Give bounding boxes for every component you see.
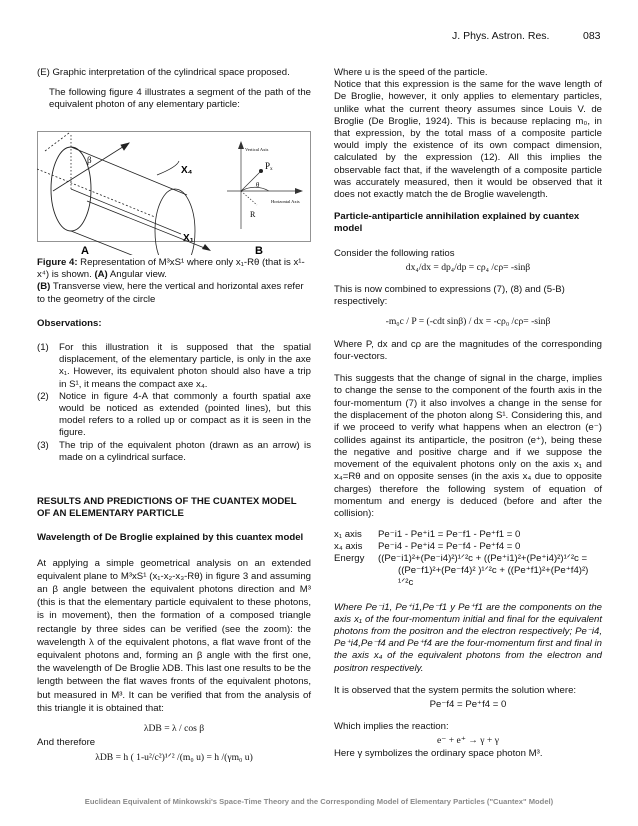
observations-heading: Observations: xyxy=(37,317,102,329)
x4-label: X₄ xyxy=(181,165,193,176)
observed-text: It is observed that the system permits the solution where: xyxy=(334,684,577,696)
and-therefore: And therefore xyxy=(37,737,96,749)
wavelength-heading: Wavelength of De Broglie explained by this cuantex model xyxy=(37,532,304,544)
implies-text: Which implies the reaction: xyxy=(334,721,449,733)
figure-caption xyxy=(37,257,311,306)
left-column xyxy=(37,67,311,112)
equation-combined: -m₀c / P = (-cdt sinβ) / dx = -cρ₀ /cρ= -sinβ xyxy=(385,316,551,328)
system-equation: Pe⁻i1 - Pe⁺i1 = Pe⁻f1 - Pe⁺f1 = 0 xyxy=(378,528,521,540)
observation-item xyxy=(37,342,311,391)
r-label: R xyxy=(250,210,256,219)
beta-label: β xyxy=(87,155,92,165)
equation-ratios: dx₄/dx = dp₄/dp = cρ₄ /cρ= -sinβ xyxy=(405,261,531,273)
figure-frame xyxy=(38,132,311,242)
observation-text: The trip of the equivalent photon (drawn as an arrow) is made on a cylindrical surface. xyxy=(59,439,311,463)
caption-text: Representation of M³xS¹ where only x₁-Rθ (that is x¹-x⁴) is shown. xyxy=(37,257,305,281)
notice-paragraph: Notice that this expression is the same for the wave length of De Broglie, however, it only applies to elementary particles, unlike what the current theory assumes since Louis V. de Broglie (De Broglie, 1924). This is because replacing m₀, in that expression, by the total mass of a composite particle would imply the existence of its own compact dimension, calculated by the expression (12). All this implies the observable fact that, if the wavelength of a composite particle was accurately measured, then it would be observed that it does not exactly match the de Broglie wavelength. xyxy=(334,79,602,201)
system-equation: ((Pe⁻i1)²+(Pe⁻i4)²)¹ᐟ²c + ((Pe⁺i1)²+(Pe⁺i4)²)¹ᐟ²c = xyxy=(378,553,588,565)
system-label: Energy xyxy=(334,553,365,565)
panel-a-label: A xyxy=(81,245,89,255)
observation-num: (1) xyxy=(37,342,49,354)
observation-num: (2) xyxy=(37,390,49,402)
system-equation: Pe⁻i4 - Pe⁺i4 = Pe⁻f4 - Pe⁺f4 = 0 xyxy=(378,540,521,552)
system-equation: ((Pe⁻f1)²+(Pe⁻f4)² )¹ᐟ²c + ((Pe⁺f1)²+(Pe⁺f4)²) ¹ᐟ²c xyxy=(398,565,589,589)
vertical-axis-label: Vertical Axis xyxy=(245,147,269,152)
where-components: Where Pe⁻i1, Pe⁺i1,Pe⁻f1 y Pe⁺f1 are the components on the axis x₁ of the four-momentum initial and final for the equivalent photons from the positron and the electron respectively; Pe⁻i4, Pe⁺i4,Pe⁻f4 and Pe⁺f4 are the four-momentum first and final in the axis x₄ of the equivalent photons from the electron and positron respectively. xyxy=(334,601,602,674)
suggests-paragraph: This suggests that the change of signal in the charge, implies to change the sense to the component of the fourth axis in the four-momentum (7) it also involves a change in the sense for the displacement of the photon along S¹. Considering this, and if we proceed to verify what happens when an electron (e⁻) collides against its antiparticle, the positron (e⁺), being these the negative and positive charge and if we suppose the movement of the equivalent photons only on the axis x₁ and x₄=Rθ and on opposite senses (in the axis x₄ due to opposite charges) therefore the following system of equation of momentum and energy is deduced (before and after the collision): xyxy=(334,373,602,520)
observation-num: (3) xyxy=(37,439,49,451)
here-gamma: Here γ symbolizes the ordinary space photon M³. xyxy=(334,747,543,759)
where-p: Where P, dx and cρ are the magnitudes of the corresponding four-vectors. xyxy=(334,338,602,362)
item-e-text: (E) Graphic interpretation of the cylindrical space proposed. xyxy=(37,67,290,78)
system-row xyxy=(334,541,602,553)
caption-b-label: (B) xyxy=(37,281,51,293)
journal-name: J. Phys. Astron. Res. xyxy=(452,30,550,42)
annihilation-heading: Particle-antiparticle annihilation explained by cuantex model xyxy=(334,211,580,235)
system-label: x₁ axis xyxy=(334,528,362,540)
observations-heading-text: Observations xyxy=(37,317,99,329)
panel-b-label: B xyxy=(255,245,263,255)
p-label: Pₓ xyxy=(265,161,273,171)
left-column-lower xyxy=(37,257,311,764)
observations-list xyxy=(37,342,311,464)
footer-running-title: Euclidean Equivalent of Minkowski's Space-Time Theory and the Corresponding Model of Elementary Particles ("Cuantex" Model) xyxy=(84,797,554,806)
wavelength-paragraph: At applying a simple geometrical analysis on an extended equivalent plane to M³xS¹ (x₁-x₂-x₃-Rθ) in figure 3 and assuming an β angle between the equivalent photons direction and M³ (this is that the elementary particle equivalent to these photons, is in movement), then the formation of a composed triangle rectangle by three sides can be verified (see the zoom): the wavelength λ of the equivalent photons, a flat wave front of the equivalent photons and, forming an β angle with the first one, the wavelength of De Broglie λDB. This last one results to be the length between the flat waves fronts of the equivalent photons, but measured in M³. It can be verified that from the analysis of this triangle it is obtained that: xyxy=(37,557,311,714)
figure-4 xyxy=(37,131,311,255)
transverse-drawing xyxy=(227,145,299,229)
caption-lead: Figure 4: xyxy=(37,257,78,268)
page-number: 083 xyxy=(583,30,601,42)
observation-item xyxy=(37,391,311,440)
horizontal-axis-label: Horizontal Axis xyxy=(271,199,300,204)
equation-solution: Pe⁻f4 = Pe⁺f4 = 0 xyxy=(429,699,507,711)
equation-lambda-db: λDB = λ / cos β xyxy=(143,723,205,735)
system-row xyxy=(334,565,602,589)
figure-4-drawing xyxy=(37,131,311,255)
equation-reaction: e⁻ + e⁺ → γ + γ xyxy=(437,735,499,747)
caption-b-text: Transverse view, here the vertical and horizontal axes refer to the geometry of the circle xyxy=(37,281,304,305)
equation-lambda-db-full: λDB = h ( 1-u²/c²)¹ᐟ² /(m₀ u) = h /(γm₀ u) xyxy=(95,751,253,763)
observation-item xyxy=(37,440,311,464)
system-label: x₄ axis xyxy=(334,540,363,552)
combined-text: This is now combined to expressions (7), (8) and (5-B) respectively: xyxy=(334,284,565,308)
equation-system xyxy=(334,529,602,590)
observation-text: Notice in figure 4-A that commonly a fourth spatial axe would be noticed as extended (pointed lines), but this model refers to a rolled up or compact as it is seen in the figure. xyxy=(59,390,311,439)
system-row xyxy=(334,553,602,565)
right-column xyxy=(334,67,602,760)
consider-ratios: Consider the following ratios xyxy=(334,247,455,259)
observation-text: For this illustration it is supposed that the spatial displacement, of the elementary particle, is only in the axe x₁. However, its equivalent photon should also have a trip in S¹, it means the compact axe x₄. xyxy=(59,342,311,390)
caption-a-text: Angular view. xyxy=(107,269,167,281)
x1-label: X₁ xyxy=(183,233,194,244)
results-heading: RESULTS AND PREDICTIONS OF THE CUANTEX MODEL OF AN ELEMENTARY PARTICLE xyxy=(37,496,297,520)
system-row xyxy=(334,529,602,541)
item-e xyxy=(37,67,311,79)
caption-a-label: (A) xyxy=(94,269,108,281)
theta-label: θ xyxy=(256,181,260,189)
system-label xyxy=(334,565,398,589)
where-u: Where u is the speed of the particle. xyxy=(334,67,488,78)
figure-intro: The following figure 4 illustrates a segment of the path of the equivalent photon of any elementary particle: xyxy=(49,87,311,111)
cylinder-drawing xyxy=(37,133,195,255)
